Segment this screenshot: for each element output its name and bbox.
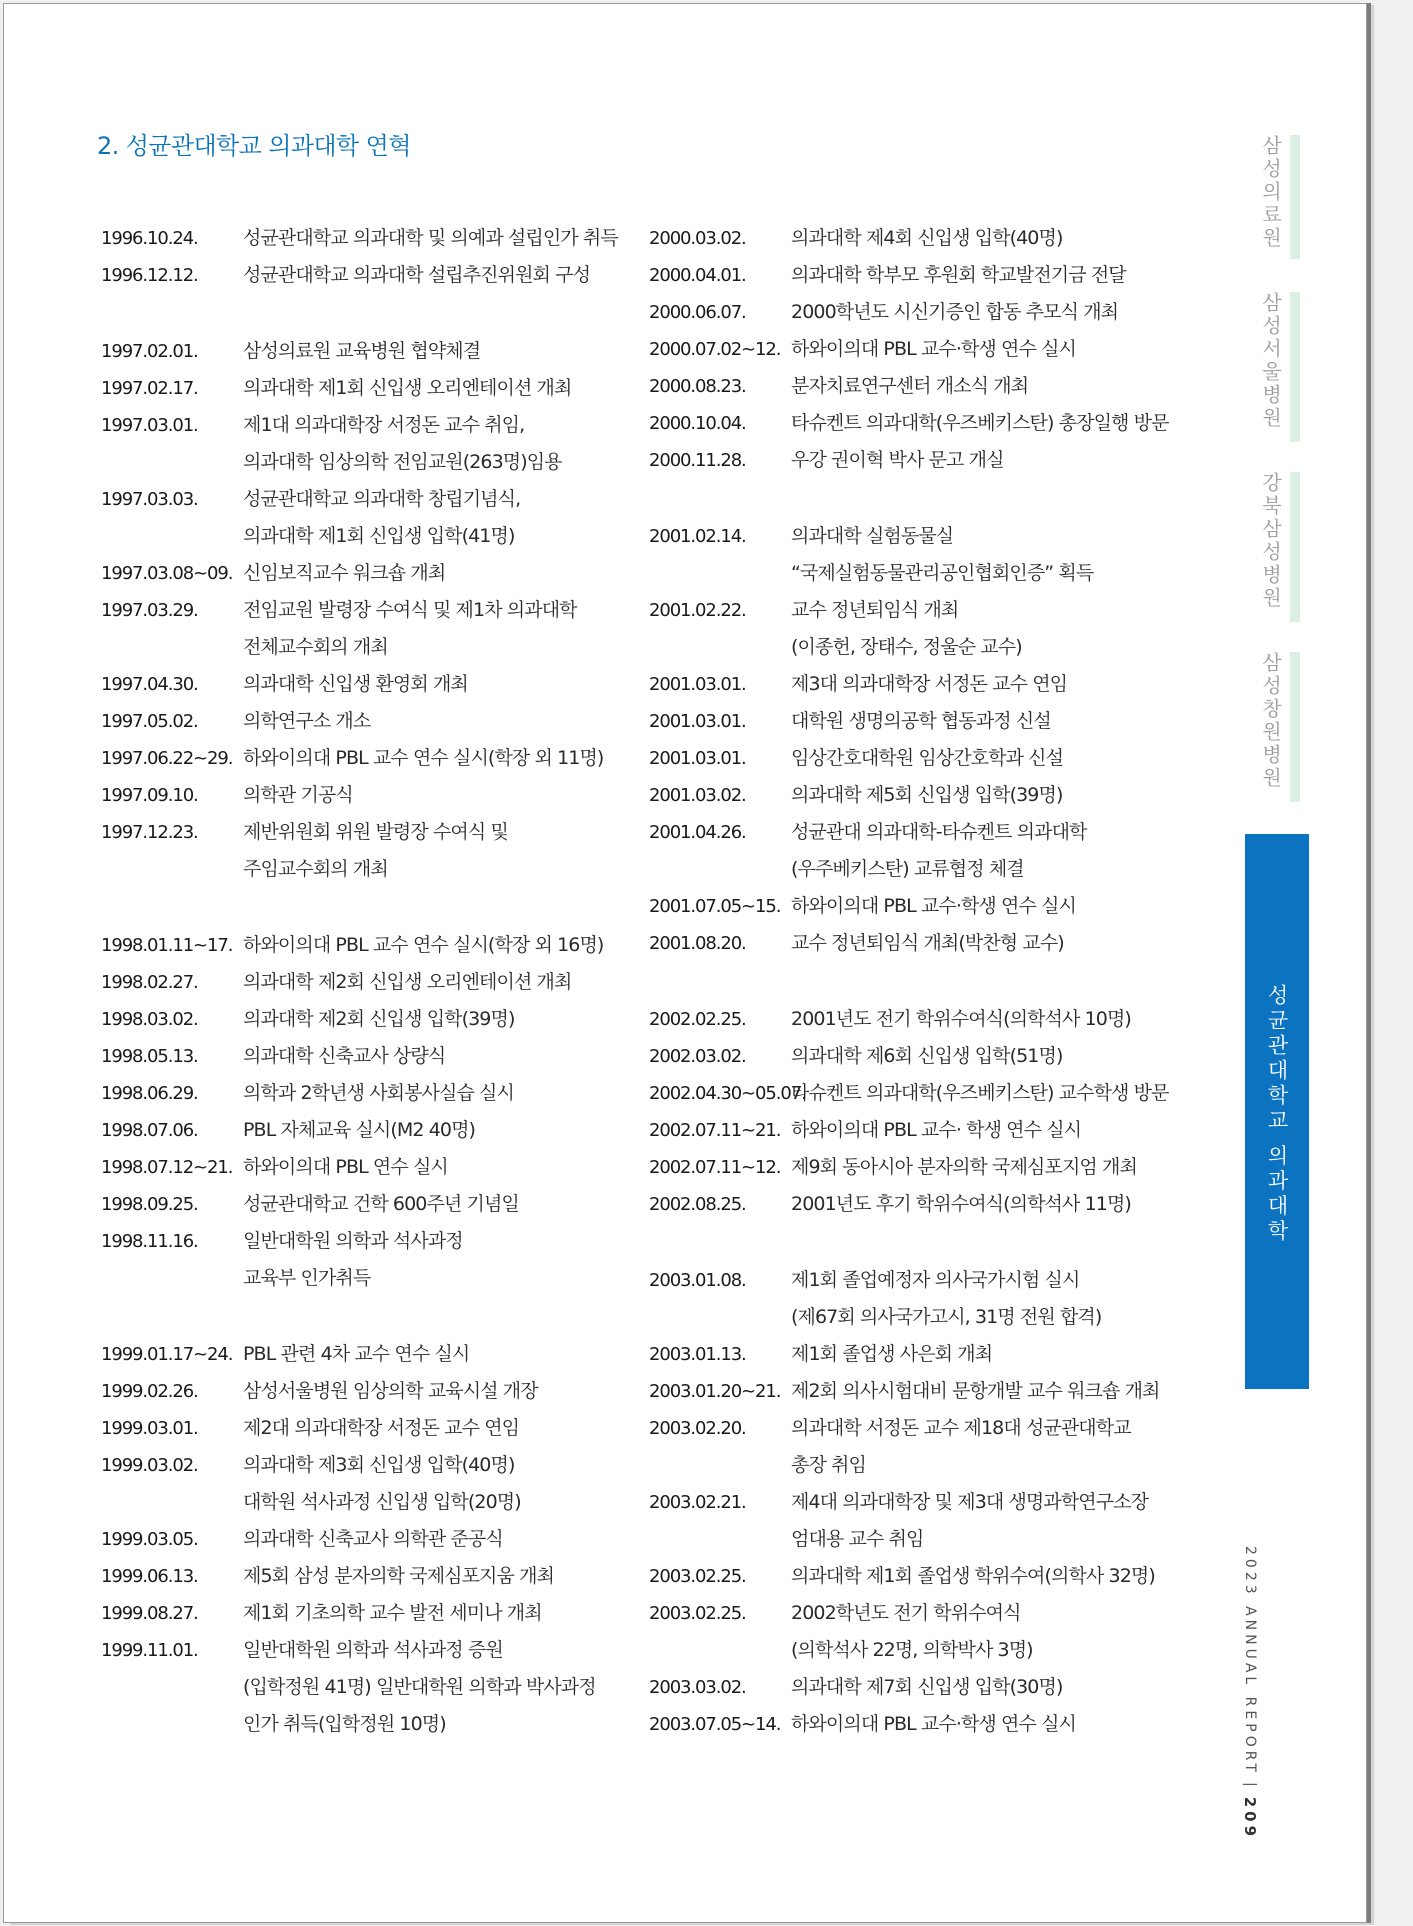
entry-description xyxy=(791,1075,1169,1112)
entry-description xyxy=(791,1410,1169,1484)
entry-date: 1999.11.01. xyxy=(101,1640,198,1661)
timeline-right-column xyxy=(649,220,1169,1743)
entry-description-line: 타슈켄트 의과대학(우즈베키스탄) 총장일행 방문 xyxy=(791,412,1169,434)
entry-date: 2003.01.20~21. xyxy=(649,1381,781,1402)
entry-description xyxy=(243,1075,621,1112)
entry-date: 2002.07.11~21. xyxy=(649,1120,781,1141)
timeline-entry xyxy=(101,1149,621,1186)
side-tab-samsung-seoul-hospital[interactable] xyxy=(1236,292,1306,442)
entry-description-line: (이종헌, 장태수, 정울순 교수) xyxy=(791,636,1022,658)
timeline-left-column xyxy=(101,220,621,1743)
year-spacer xyxy=(101,888,621,927)
entry-description xyxy=(243,1223,621,1297)
entry-description xyxy=(243,666,621,703)
entry-date: 1997.06.22~29. xyxy=(101,748,233,769)
entry-description-line: 의과대학 제5회 신입생 입학(39명) xyxy=(791,784,1063,806)
entry-date: 2003.02.20. xyxy=(649,1418,746,1439)
entry-date: 2001.03.01. xyxy=(649,711,746,732)
timeline-entry xyxy=(649,1373,1169,1410)
entry-description-line: 제4대 의과대학장 및 제3대 생명과학연구소장 xyxy=(791,1491,1149,1513)
entry-description xyxy=(791,1373,1169,1410)
entry-description-line: 분자치료연구센터 개소식 개최 xyxy=(791,375,1029,397)
side-tab-label: 강북삼성병원 xyxy=(1258,472,1283,610)
entry-description xyxy=(791,888,1169,925)
entry-description-line: 인가 취득(입학정원 10명) xyxy=(243,1713,446,1735)
timeline-entry xyxy=(101,257,621,294)
timeline-entry xyxy=(649,1669,1169,1706)
entry-description xyxy=(791,331,1169,368)
entry-date: 1997.03.29. xyxy=(101,600,198,621)
entry-description-line: 제반위원회 위원 발령장 수여식 및 xyxy=(243,821,508,843)
entry-description-line: 성균관대학교 의과대학 창립기념식, xyxy=(243,488,521,510)
entry-date: 1999.08.27. xyxy=(101,1603,198,1624)
entry-description xyxy=(243,257,621,294)
entry-description xyxy=(243,220,621,257)
entry-date: 1997.03.01. xyxy=(101,415,198,436)
entry-date: 2001.02.14. xyxy=(649,526,746,547)
entry-date: 2002.08.25. xyxy=(649,1194,746,1215)
entry-description xyxy=(791,666,1169,703)
entry-description-line: 하와이의대 PBL 교수 연수 실시(학장 외 11명) xyxy=(243,747,604,769)
entry-description-line: 제3대 의과대학장 서정돈 교수 연임 xyxy=(791,673,1068,695)
entry-date: 2001.08.20. xyxy=(649,933,746,954)
timeline-entry xyxy=(649,518,1169,592)
timeline-entry xyxy=(101,370,621,407)
entry-description xyxy=(243,555,621,592)
timeline-entry xyxy=(649,888,1169,925)
entry-date: 2003.02.25. xyxy=(649,1566,746,1587)
timeline-entry xyxy=(649,1038,1169,1075)
entry-description xyxy=(243,703,621,740)
entry-description-line: 교육부 인가취득 xyxy=(243,1267,371,1289)
entry-description-line: 의과대학 제6회 신입생 입학(51명) xyxy=(791,1045,1063,1067)
entry-description-line: 대학원 생명의공학 협동과정 신설 xyxy=(791,710,1051,732)
entry-date: 2003.02.21. xyxy=(649,1492,746,1513)
entry-description-line: 엄대용 교수 취임 xyxy=(791,1528,924,1550)
entry-description-line: 삼성서울병원 임상의학 교육시설 개장 xyxy=(243,1380,538,1402)
timeline-entry xyxy=(101,1038,621,1075)
entry-description-line: 일반대학원 의학과 석사과정 xyxy=(243,1230,463,1252)
year-spacer xyxy=(649,479,1169,518)
entry-date: 1996.12.12. xyxy=(101,265,198,286)
entry-description-line: “국제실험동물관리공인협회인증” 획득 xyxy=(791,562,1094,584)
entry-description-line: 2001년도 전기 학위수여식(의학석사 10명) xyxy=(791,1008,1131,1030)
side-tab-bar xyxy=(1290,292,1300,442)
entry-date: 1998.11.16. xyxy=(101,1231,198,1252)
entry-description-line: 교수 정년퇴임식 개최(박찬형 교수) xyxy=(791,932,1064,954)
timeline-entry xyxy=(101,407,621,481)
entry-description-line: PBL 자체교육 실시(M2 40명) xyxy=(243,1119,476,1141)
entry-description-line: 의과대학 신입생 환영회 개최 xyxy=(243,673,468,695)
entry-description xyxy=(791,1706,1169,1743)
entry-description-line: 주임교수회의 개최 xyxy=(243,858,388,880)
timeline-entry xyxy=(101,1373,621,1410)
entry-date: 1999.03.02. xyxy=(101,1455,198,1476)
footer-separator: | xyxy=(1242,1781,1258,1791)
entry-date: 2003.01.08. xyxy=(649,1270,746,1291)
entry-description-line: 의과대학 실험동물실 xyxy=(791,525,954,547)
entry-date: 2002.07.11~12. xyxy=(649,1157,781,1178)
entry-description-line: 하와이의대 PBL 교수·학생 연수 실시 xyxy=(791,895,1076,917)
entry-description-line: 제9회 동아시아 분자의학 국제심포지엄 개최 xyxy=(791,1156,1137,1178)
entry-description-line: 제1회 기초의학 교수 발전 세미나 개최 xyxy=(243,1602,542,1624)
entry-description-line: 성균관대학교 의과대학 설립추진위원회 구성 xyxy=(243,264,591,286)
entry-description-line: 하와이의대 PBL 교수·학생 연수 실시 xyxy=(791,1713,1076,1735)
entry-date: 2003.01.13. xyxy=(649,1344,746,1365)
entry-date: 1998.05.13. xyxy=(101,1046,198,1067)
timeline-entry xyxy=(101,592,621,666)
entry-date: 2000.06.07. xyxy=(649,302,746,323)
entry-date: 1998.03.02. xyxy=(101,1009,198,1030)
entry-description xyxy=(791,294,1169,331)
timeline-entry xyxy=(101,481,621,555)
entry-description xyxy=(791,1186,1169,1223)
entry-description-line: 전임교원 발령장 수여식 및 제1차 의과대학 xyxy=(243,599,577,621)
entry-description-line: 성균관대학교 의과대학 및 의예과 설립인가 취득 xyxy=(243,227,618,249)
timeline-entry xyxy=(649,442,1169,479)
entry-description-line: 2002학년도 전기 학위수여식 xyxy=(791,1602,1021,1624)
year-spacer xyxy=(101,294,621,333)
entry-description-line: 우강 권이혁 박사 문고 개실 xyxy=(791,449,1004,471)
side-tab-label: 삼성서울병원 xyxy=(1258,292,1283,430)
entry-description xyxy=(791,703,1169,740)
timeline-entry xyxy=(649,592,1169,666)
timeline-entry xyxy=(649,1112,1169,1149)
entry-description xyxy=(243,777,621,814)
entry-description-line: 임상간호대학원 임상간호학과 신설 xyxy=(791,747,1064,769)
entry-date: 1999.06.13. xyxy=(101,1566,198,1587)
entry-date: 2003.03.02. xyxy=(649,1677,746,1698)
entry-date: 2002.04.30~05.07. xyxy=(649,1083,806,1104)
entry-description xyxy=(243,1112,621,1149)
entry-description xyxy=(791,1001,1169,1038)
entry-description-line: (제67회 의사국가고시, 31명 전원 합격) xyxy=(791,1306,1102,1328)
entry-description xyxy=(791,1669,1169,1706)
entry-description-line: 성균관대학교 건학 600주년 기념일 xyxy=(243,1193,519,1215)
entry-description xyxy=(791,257,1169,294)
entry-description-line: 제1회 졸업예정자 의사국가시험 실시 xyxy=(791,1269,1080,1291)
entry-date: 1998.07.12~21. xyxy=(101,1157,233,1178)
entry-description xyxy=(791,925,1169,962)
entry-date: 1997.03.03. xyxy=(101,489,198,510)
timeline-entry xyxy=(649,1558,1169,1595)
entry-date: 2002.02.25. xyxy=(649,1009,746,1030)
entry-description xyxy=(791,1262,1169,1336)
timeline-entry xyxy=(649,1075,1169,1112)
entry-description xyxy=(243,814,621,888)
side-tab-kangbuk-samsung-hospital[interactable] xyxy=(1236,472,1306,622)
timeline-entry xyxy=(101,555,621,592)
entry-description xyxy=(243,1521,621,1558)
entry-description xyxy=(791,1558,1169,1595)
entry-description xyxy=(243,333,621,370)
timeline-entry xyxy=(101,1521,621,1558)
entry-description xyxy=(243,1001,621,1038)
entry-date: 1997.04.30. xyxy=(101,674,198,695)
entry-date: 2002.03.02. xyxy=(649,1046,746,1067)
entry-description-line: 2001년도 후기 학위수여식(의학석사 11명) xyxy=(791,1193,1131,1215)
timeline-entry xyxy=(101,1336,621,1373)
entry-date: 2003.02.25. xyxy=(649,1603,746,1624)
entry-description xyxy=(243,592,621,666)
entry-date: 2000.07.02~12. xyxy=(649,339,781,360)
entry-description-line: 의과대학 신축교사 상량식 xyxy=(243,1045,446,1067)
entry-date: 2001.04.26. xyxy=(649,822,746,843)
entry-description xyxy=(243,1410,621,1447)
entry-description xyxy=(791,740,1169,777)
entry-description-line: 의과대학 제1회 신입생 오리엔테이션 개최 xyxy=(243,377,572,399)
side-tab-samsung-medical-center[interactable] xyxy=(1236,135,1306,259)
timeline-entry xyxy=(101,777,621,814)
timeline-entry xyxy=(649,814,1169,888)
timeline-entry xyxy=(101,1186,621,1223)
page-number: 209 xyxy=(1241,1796,1259,1841)
entry-description-line: 제1회 졸업생 사은회 개최 xyxy=(791,1343,993,1365)
timeline-entry xyxy=(101,220,621,257)
entry-description-line: (입학정원 41명) 일반대학원 의학과 박사과정 xyxy=(243,1676,596,1698)
entry-description-line: 의과대학 임상의학 전임교원(263명)임용 xyxy=(243,451,562,473)
year-spacer xyxy=(649,962,1169,1001)
side-tab-bar xyxy=(1290,135,1300,259)
entry-description xyxy=(243,481,621,555)
entry-description xyxy=(791,368,1169,405)
entry-date: 1998.01.11~17. xyxy=(101,935,233,956)
entry-description-line: 의과대학 서정돈 교수 제18대 성균관대학교 xyxy=(791,1417,1131,1439)
entry-description-line: 신임보직교수 워크숍 개최 xyxy=(243,562,446,584)
timeline-entry xyxy=(649,1186,1169,1223)
entry-description xyxy=(243,927,621,964)
timeline-entry xyxy=(649,1336,1169,1373)
timeline-entry xyxy=(649,368,1169,405)
entry-description-line: 의과대학 제1회 졸업생 학위수여(의학사 32명) xyxy=(791,1565,1155,1587)
entry-description-line: 하와이의대 PBL 교수·학생 연수 실시 xyxy=(791,338,1076,360)
entry-description xyxy=(243,1595,621,1632)
timeline-entry xyxy=(101,740,621,777)
entry-description-line: 교수 정년퇴임식 개최 xyxy=(791,599,959,621)
entry-description-line: 제2회 의사시험대비 문항개발 교수 워크숍 개최 xyxy=(791,1380,1160,1402)
entry-description xyxy=(791,405,1169,442)
entry-date: 2001.03.01. xyxy=(649,748,746,769)
entry-date: 1998.09.25. xyxy=(101,1194,198,1215)
timeline-entry xyxy=(649,703,1169,740)
entry-description-line: 의학과 2학년생 사회봉사실습 실시 xyxy=(243,1082,514,1104)
timeline-entry xyxy=(649,666,1169,703)
entry-date: 1999.01.17~24. xyxy=(101,1344,233,1365)
side-tab-bar xyxy=(1290,472,1300,622)
entry-date: 2001.07.05~15. xyxy=(649,896,781,917)
side-tab-label: 성균관대학교 의과대학 xyxy=(1265,984,1289,1245)
entry-description-line: 제2대 의과대학장 서정돈 교수 연임 xyxy=(243,1417,520,1439)
entry-date: 2001.03.02. xyxy=(649,785,746,806)
entry-description-line: PBL 관련 4차 교수 연수 실시 xyxy=(243,1343,470,1365)
timeline-entry xyxy=(649,1262,1169,1336)
entry-description xyxy=(243,1632,621,1743)
entry-date: 1997.05.02. xyxy=(101,711,198,732)
timeline-entry xyxy=(649,257,1169,294)
timeline-entry xyxy=(101,1001,621,1038)
entry-description-line: 의과대학 제4회 신입생 입학(40명) xyxy=(791,227,1063,249)
side-tab-label: 삼성창원병원 xyxy=(1258,652,1283,790)
entry-description xyxy=(243,1038,621,1075)
entry-description-line: 의과대학 제2회 신입생 입학(39명) xyxy=(243,1008,515,1030)
entry-date: 1999.03.01. xyxy=(101,1418,198,1439)
entry-description xyxy=(243,1447,621,1521)
entry-description xyxy=(791,814,1169,888)
entry-date: 2000.10.04. xyxy=(649,413,746,434)
entry-description-line: 삼성의료원 교육병원 협약체결 xyxy=(243,340,481,362)
timeline-entry xyxy=(649,1410,1169,1484)
timeline-entry xyxy=(101,703,621,740)
entry-date: 1999.02.26. xyxy=(101,1381,198,1402)
entry-description-line: (우주베키스탄) 교류협정 체결 xyxy=(791,858,1024,880)
entry-description-line: 의학연구소 개소 xyxy=(243,710,371,732)
timeline-entry xyxy=(101,927,621,964)
entry-description-line: 의과대학 제3회 신입생 입학(40명) xyxy=(243,1454,515,1476)
entry-date: 1997.12.23. xyxy=(101,822,198,843)
entry-description xyxy=(791,1112,1169,1149)
section-heading: 2. 성균관대학교 의과대학 연혁 xyxy=(97,132,411,160)
entry-description-line: 제5회 삼성 분자의학 국제심포지움 개최 xyxy=(243,1565,555,1587)
entry-description xyxy=(243,1373,621,1410)
entry-description xyxy=(791,220,1169,257)
year-spacer xyxy=(101,1297,621,1336)
entry-description xyxy=(791,518,1169,592)
timeline-entry xyxy=(649,1001,1169,1038)
timeline-entry xyxy=(101,1447,621,1521)
timeline-entry xyxy=(649,331,1169,368)
entry-description xyxy=(243,1558,621,1595)
timeline-entry xyxy=(101,1075,621,1112)
timeline-entry xyxy=(649,740,1169,777)
timeline-entry xyxy=(649,777,1169,814)
entry-description xyxy=(791,1595,1169,1669)
entry-description xyxy=(791,592,1169,666)
timeline-entry xyxy=(101,1410,621,1447)
timeline-entry xyxy=(101,1595,621,1632)
timeline-entry xyxy=(649,1149,1169,1186)
entry-description-line: 하와이의대 PBL 연수 실시 xyxy=(243,1156,448,1178)
entry-description xyxy=(243,740,621,777)
entry-description-line: 의학관 기공식 xyxy=(243,784,353,806)
entry-date: 1998.06.29. xyxy=(101,1083,198,1104)
entry-description-line: 의과대학 제1회 신입생 입학(41명) xyxy=(243,525,515,547)
entry-description xyxy=(791,1038,1169,1075)
timeline-entry xyxy=(101,333,621,370)
entry-description-line: 의과대학 학부모 후원회 학교발전기금 전달 xyxy=(791,264,1126,286)
timeline-entry xyxy=(101,1112,621,1149)
timeline-entry xyxy=(101,1558,621,1595)
side-tab-samsung-changwon-hospital[interactable] xyxy=(1236,652,1306,802)
timeline-entry xyxy=(101,964,621,1001)
entry-description-line: 총장 취임 xyxy=(791,1454,866,1476)
timeline-entry xyxy=(101,814,621,888)
entry-description-line: 전체교수회의 개최 xyxy=(243,636,388,658)
entry-description-line: 2000학년도 시신기증인 합동 추모식 개최 xyxy=(791,301,1119,323)
timeline-entry xyxy=(101,666,621,703)
timeline-entry xyxy=(101,1223,621,1297)
entry-description xyxy=(243,1186,621,1223)
timeline-entry xyxy=(649,925,1169,962)
entry-date: 1997.09.10. xyxy=(101,785,198,806)
timeline-entry xyxy=(649,1706,1169,1743)
entry-date: 1998.07.06. xyxy=(101,1120,198,1141)
timeline-entry xyxy=(649,294,1169,331)
entry-description xyxy=(243,407,621,481)
entry-description-line: 일반대학원 의학과 석사과정 증원 xyxy=(243,1639,503,1661)
entry-date: 2000.03.02. xyxy=(649,228,746,249)
entry-description xyxy=(791,777,1169,814)
timeline-entry xyxy=(649,405,1169,442)
entry-description-line: 의과대학 신축교사 의학관 준공식 xyxy=(243,1528,503,1550)
entry-description-line: 의과대학 제2회 신입생 오리엔테이션 개최 xyxy=(243,971,572,993)
annual-report-footer xyxy=(1241,1546,1259,1840)
side-tab-skku-medicine[interactable] xyxy=(1245,834,1309,1389)
entry-date: 2001.02.22. xyxy=(649,600,746,621)
timeline-entry xyxy=(649,1595,1169,1669)
entry-description xyxy=(791,1484,1169,1558)
timeline-entry xyxy=(101,1632,621,1743)
entry-description-line: (의학석사 22명, 의학박사 3명) xyxy=(791,1639,1033,1661)
entry-description xyxy=(243,1336,621,1373)
entry-description-line: 하와이의대 PBL 교수 연수 실시(학장 외 16명) xyxy=(243,934,604,956)
entry-description-line: 대학원 석사과정 신입생 입학(20명) xyxy=(243,1491,521,1513)
entry-date: 2003.07.05~14. xyxy=(649,1714,781,1735)
side-tab-bar xyxy=(1290,652,1300,802)
entry-date: 1997.03.08~09. xyxy=(101,563,233,584)
entry-description-line: 제1대 의과대학장 서정돈 교수 취임, xyxy=(243,414,525,436)
entry-date: 1999.03.05. xyxy=(101,1529,198,1550)
entry-description xyxy=(243,370,621,407)
entry-description xyxy=(791,442,1169,479)
entry-date: 1996.10.24. xyxy=(101,228,198,249)
entry-date: 1997.02.01. xyxy=(101,341,198,362)
entry-date: 1997.02.17. xyxy=(101,378,198,399)
entry-description-line: 타슈켄트 의과대학(우즈베키스탄) 교수학생 방문 xyxy=(791,1082,1169,1104)
entry-description-line: 의과대학 제7회 신입생 입학(30명) xyxy=(791,1676,1063,1698)
year-spacer xyxy=(649,1223,1169,1262)
entry-description-line: 성균관대 의과대학-타슈켄트 의과대학 xyxy=(791,821,1087,843)
entry-date: 2000.11.28. xyxy=(649,450,746,471)
timeline-entry xyxy=(649,220,1169,257)
timeline-entry xyxy=(649,1484,1169,1558)
entry-date: 2000.04.01. xyxy=(649,265,746,286)
document-page xyxy=(3,3,1367,1923)
entry-description xyxy=(243,964,621,1001)
side-tab-label: 삼성의료원 xyxy=(1258,135,1283,250)
entry-description xyxy=(791,1149,1169,1186)
entry-description xyxy=(243,1149,621,1186)
entry-date: 1998.02.27. xyxy=(101,972,198,993)
entry-description xyxy=(791,1336,1169,1373)
annual-report-label: 2023 ANNUAL REPORT xyxy=(1242,1546,1258,1776)
entry-date: 2000.08.23. xyxy=(649,376,746,397)
entry-description-line: 하와이의대 PBL 교수· 학생 연수 실시 xyxy=(791,1119,1082,1141)
entry-date: 2001.03.01. xyxy=(649,674,746,695)
